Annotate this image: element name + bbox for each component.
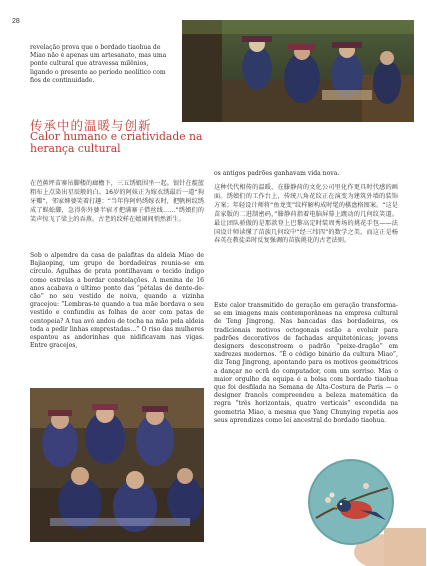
intro-paragraph: revelação prova que o bordado tiaohua de Miao não é apenas um artesanato, mas uma ponte cultural que atravessa milênios, ligando o presente ao período neolítico com fios de continuidade. [30, 44, 167, 84]
left-pt-paragraph: Sob o alpendre da casa de palafitas da aldeia Miao de Bajiaoping, um grupo de bordadeiras reunia-se em círculo. Agulhas de prata pontilhavam o tecido índigo como estrelas a bordar constelações. A menina de 16 anos acabava o último ponto das “pétalas de dente-de-cão” no seu vestido de noiva, quando a vizinha gracejou: “Lembras-te quando a tua mãe bordava o seu vestido e confundiu as folhas de acer com patas de centopeia? A tua avó andou de tocha na mão pela aldeia toda a pedir linhas emprestadas…” O riso das mulheres espantou as andorinhas que nidificavam nas vigas. Entre gracejos, [30, 252, 204, 350]
right-pt-top: os antigos padrões ganhavam vida nova. [214, 170, 340, 177]
left-zh-paragraph: 在芭蕉坪苗寨吊脚楼的廊檐下，三五绣娘围坐一起。银针在靛蓝粗布上点染出星辰般的白。16岁的阿妹正为嫁衣绣最后一道“狗牙瓣”，邻家婶婆笑着打趣：“当年你阿妈绣嫁衣时，把帆树纹绣成了蜈蚣脚，急得你外婆半宿才把满寨子借丝线……”绣娘们的笑声惊飞了梁上的吞燕。古老的纹样在嬉闹间悄然新生。 [30, 180, 204, 223]
section-title-zh: 传承中的温暖与创新 [30, 118, 152, 133]
embroidered-bird-artwork [296, 440, 426, 566]
embroiderers-photo-top [182, 20, 414, 122]
women-group-photo [30, 388, 204, 542]
page-number: 28 [12, 18, 20, 25]
right-zh-paragraph: 这种代代相传的温暖，在滕静荷的文化公司里化作更具时代感的画面。绣娘们的工作台上，传统八角花纹正在演变为建筑外墙的装饰方案；年轻设计师将“鱼龙变”纹样解构成时髦的棋盘格图案。“这是苗家版的二进制密码，”滕静荷指着电脑屏幕上跳动的几何纹笑道。最让团队骄傲的是那款登上巴黎高定时装周秀场的挑花手包——法国设计师读懂了苗族几何纹中“经三纬四”的数学之美，而这正是杨春英在教徒弟时反复强调的苗族挑花的古老法则。 [214, 184, 398, 245]
section-title-pt: Calor humano e criatividade na herança cultural [30, 130, 203, 155]
right-pt-paragraph: Este calor transmitido de geração em geração transforma-se em imagens mais contemporâneas na empresa cultural de Teng Jingrong. Nas bancadas das bordadeiras, os tradicionais motivos octogonais estão a evoluir para padrões decorativos de fachadas arquitetónicas; jovens designers desconstroem o padrão “peixe-dragão” em xadrezes modernos. “É o código binário da cultura Miao”, diz Teng Jingrong, apontando para os motivos geométricos a dançar no ecrã do computador, com um sorriso. Mas o maior orgulho da equipa é a bolsa com bordado tiaohua que foi desfilada na Semana de Alta-Costura de Paris — o designer francês compreendeu a beleza matemática da regra “três horizontais, quatro verticais” escondida na geometria Miao, a mesma que Yang Chunying repetia aos seus aprendizes como lei ancestral do bordado tiaohua. [214, 302, 398, 424]
